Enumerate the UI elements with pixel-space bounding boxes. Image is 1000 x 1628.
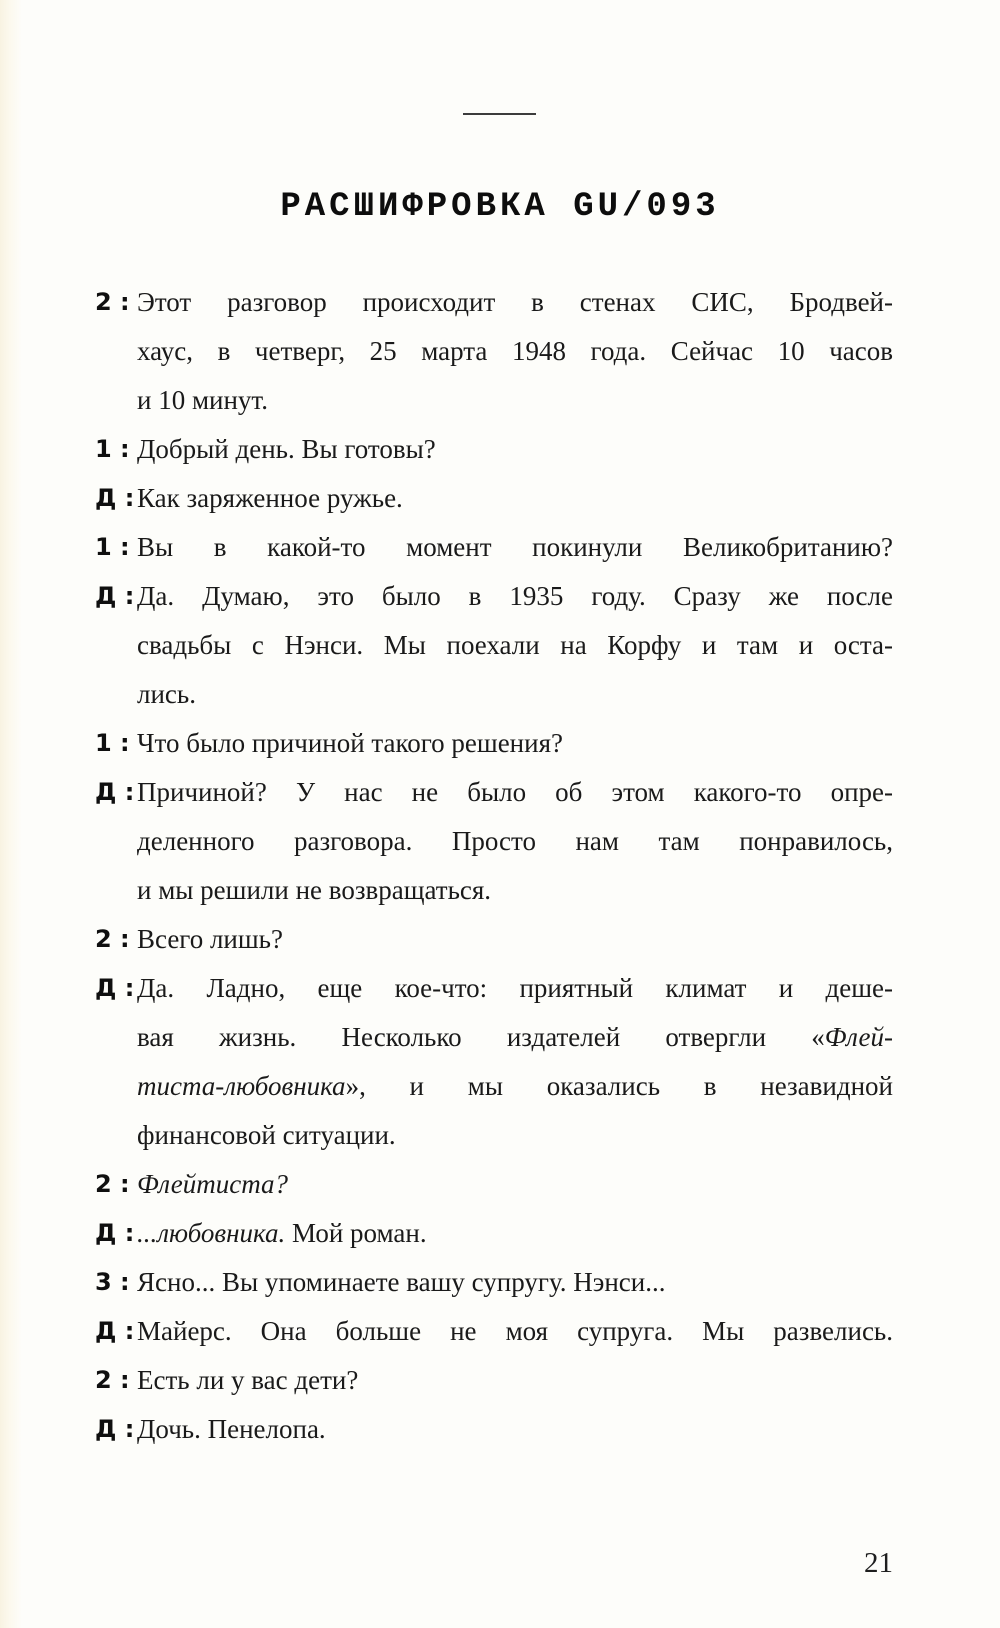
speaker-label: Д : [95,582,135,610]
text-segment: ...любовника. [137,1218,286,1248]
dialogue-entry [95,425,893,474]
page-title: РАСШИФРОВКА GU/093 [280,188,720,226]
dialogue-line [137,1062,893,1111]
speaker-label: 2 : [95,925,130,953]
dialogue-line [95,1356,893,1405]
speaker-label: Д : [95,1415,135,1443]
dialogue-entry [95,1209,893,1258]
text-segment: Добрый день. Вы готовы? [137,434,436,464]
text-segment: Как заряженное ружье. [137,483,403,513]
dialogue-line [137,866,893,915]
speaker-label: Д : [95,1317,135,1345]
speaker-label: Д : [95,778,135,806]
text-segment: и 10 минут. [137,385,268,415]
dialogue-entry [95,474,893,523]
speaker-label: 1 : [95,729,130,757]
dialogue-entry [95,1307,893,1356]
speaker-label: Д : [95,974,135,1002]
text-segment: Да. Ладно, еще кое-что: приятный климат и деше- [137,973,893,1003]
dialogue-line [95,1160,893,1209]
text-segment: Что было причиной такого решения? [137,728,563,758]
dialogue-line [137,670,893,719]
dialogue-line [95,915,893,964]
text-segment: деленного разговора. Просто нам там понравилось, [137,826,893,856]
dialogue-entry [95,915,893,964]
text-segment: Флейтиста? [137,1169,289,1199]
dialogue-entry [95,768,893,915]
dialogue-line [95,278,893,327]
dialogue-entry [95,278,893,425]
dialogue-line [137,376,893,425]
text-segment: свадьбы с Нэнси. Мы поехали на Корфу и там и оста- [137,630,893,660]
speaker-label: 2 : [95,288,130,316]
text-segment: и мы решили не возвращаться. [137,875,492,905]
dialogue-line [95,523,893,572]
dialogue-entry [95,1405,893,1454]
dialogue-line [95,1307,893,1356]
text-segment: Дочь. Пенелопа. [137,1414,326,1444]
dialogue-entry [95,1160,893,1209]
text-segment: Да. Думаю, это было в 1935 году. Сразу же после [137,581,893,611]
text-segment: Ясно... Вы упоминаете вашу супругу. Нэнси... [137,1267,666,1297]
section-divider-rule [463,113,536,115]
speaker-label: Д : [95,484,135,512]
dialogue-entry [95,1258,893,1307]
dialogue-line [95,719,893,768]
dialogue-line [137,621,893,670]
dialogue-line [137,1013,893,1062]
dialogue-line [95,1405,893,1454]
dialogue-line [95,425,893,474]
text-segment: », и мы оказались в незавидной [345,1071,893,1101]
dialogue-entry [95,572,893,719]
text-segment: Есть ли у вас дети? [137,1365,359,1395]
speaker-label: 2 : [95,1366,130,1394]
dialogue-line [95,1209,893,1258]
text-segment: лись. [137,679,196,709]
dialogue-line [137,1111,893,1160]
text-segment: Вы в какой-то момент покинули Великобританию? [137,532,893,562]
text-segment: тиста-любовника [137,1071,346,1101]
text-segment: Флей- [824,1022,893,1052]
dialogue-line [95,572,893,621]
dialogue-line [95,768,893,817]
speaker-label: 3 : [95,1268,130,1296]
text-segment: хаус, в четверг, 25 марта 1948 года. Сейчас 10 часов [137,336,893,366]
speaker-label: 1 : [95,435,130,463]
text-segment: вая жизнь. Несколько издателей отвергли « [137,1022,825,1052]
text-segment: Майерс. Она больше не моя супруга. Мы развелись. [137,1316,893,1346]
text-segment: Всего лишь? [137,924,283,954]
dialogue-entry [95,964,893,1160]
dialogue-line [95,1258,893,1307]
dialogue-line [137,817,893,866]
page-number: 21 [864,1547,893,1579]
transcript-dialogue [95,278,893,1454]
text-segment: финансовой ситуации. [137,1120,396,1150]
dialogue-entry [95,719,893,768]
speaker-label: 1 : [95,533,130,561]
text-segment: Этот разговор происходит в стенах СИС, Бродвей- [137,287,893,317]
page-edge-shading [0,0,22,1628]
text-segment: Мой роман. [285,1218,427,1248]
dialogue-entry [95,1356,893,1405]
dialogue-line [137,327,893,376]
speaker-label: Д : [95,1219,135,1247]
dialogue-entry [95,523,893,572]
dialogue-line [95,964,893,1013]
speaker-label: 2 : [95,1170,130,1198]
text-segment: Причиной? У нас не было об этом какого-то опре- [137,777,893,807]
dialogue-line [95,474,893,523]
